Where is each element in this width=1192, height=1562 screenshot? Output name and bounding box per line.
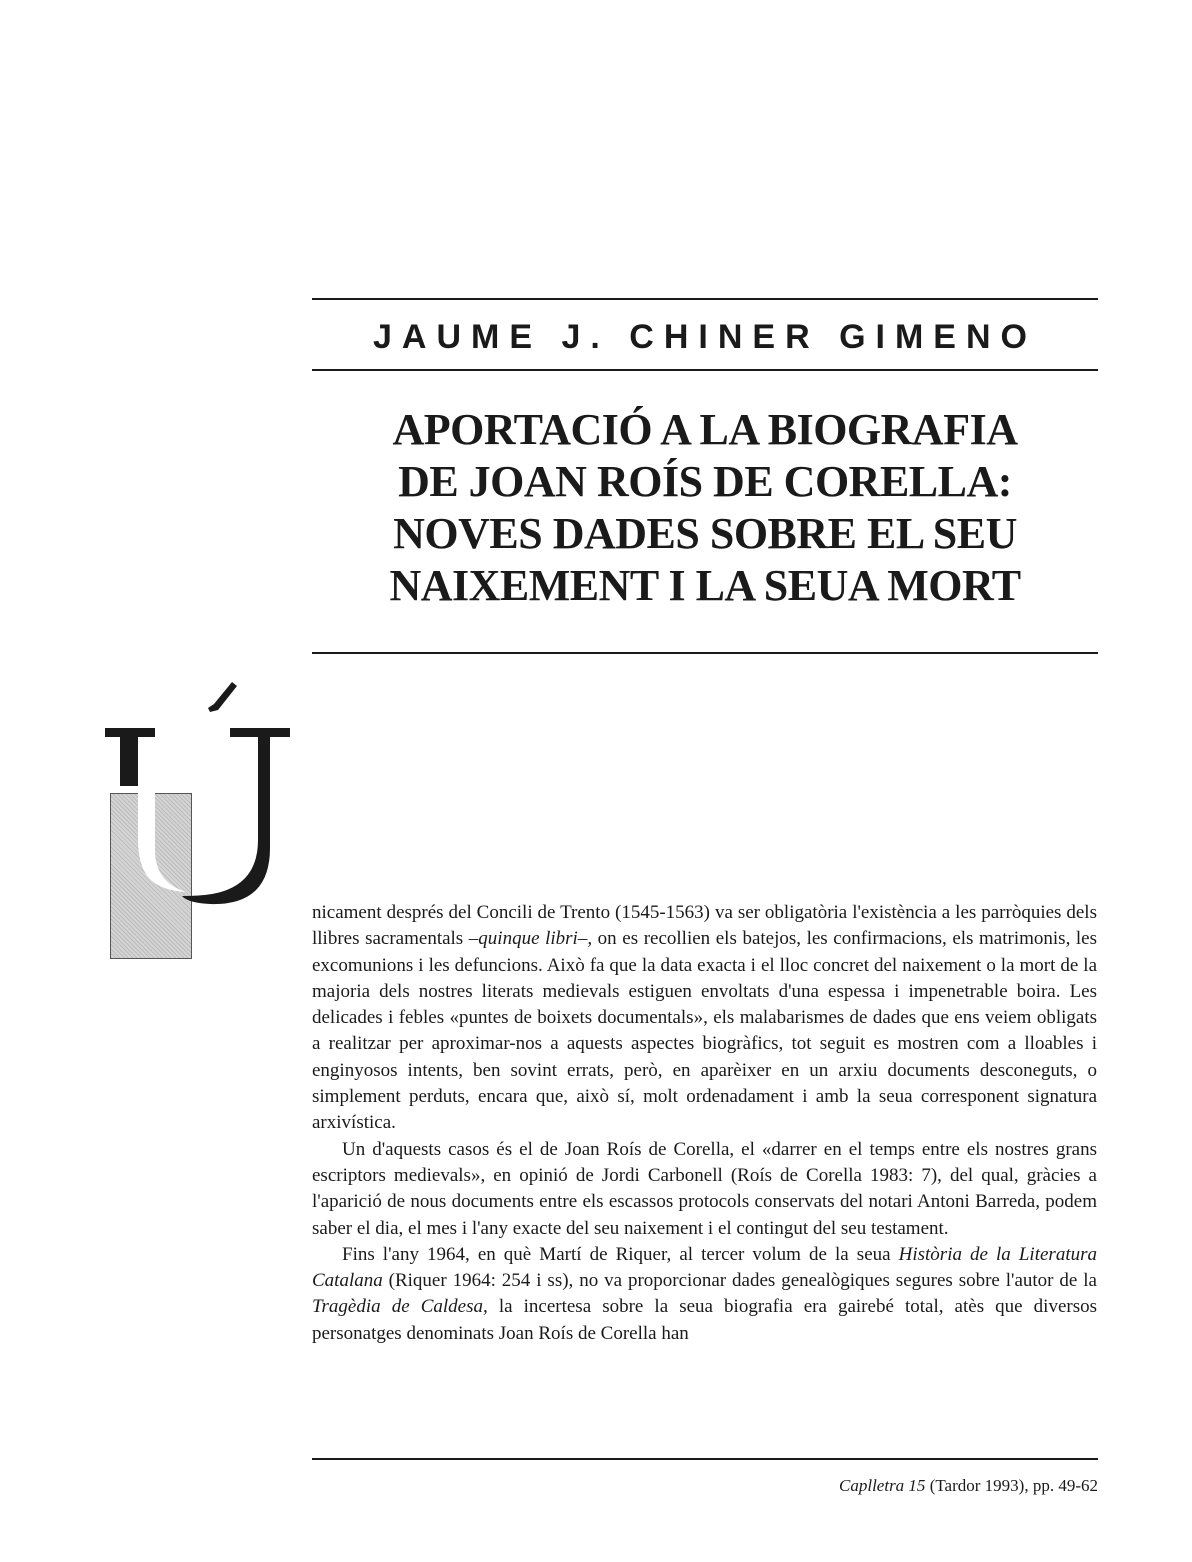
- italic-title: Tragèdia de Caldesa,: [312, 1296, 488, 1318]
- title-line: NOVES DADES SOBRE EL SEU: [393, 509, 1017, 558]
- title-line: DE JOAN ROÍS DE CORELLA:: [398, 457, 1012, 506]
- dropcap-left-stem: [105, 728, 155, 737]
- article-body: [312, 900, 1097, 1347]
- title-rule: [312, 652, 1098, 654]
- paragraph-text: on es recollien els batejos, les confirmacions, els matrimonis, les excomunions i les defuncions. Això fa que la data exacta i el lloc concret del naixement o la mort de la majoria dels nostres literats medievals estiguen envoltats d'una espessa i impenetrable boira. Les delicades i febles «puntes de boixets documentals», els malabarismes de dades que ens veiem obligats a realitzar per aproximar-nos a aquests aspectes biogràfics, tot seguit es mostren com a lloables i enginyosos intents, ben sovint errats, però, en aparèixer en un arxiu documents desconeguts, o simplement perduts, encara que, això sí, molt ordenadament i amb la seua corresponent signatura arxivística.: [312, 928, 1098, 1134]
- author-name: JAUME J. CHINER GIMENO: [373, 318, 1037, 356]
- paragraph-1: [312, 900, 1097, 1137]
- italic-term: –quinque libri–,: [468, 928, 593, 950]
- paragraph-text: la incertesa sobre la seua biografia era gairebé total, atès que diversos personatges denominats Joan Roís de Corella han: [312, 1296, 1097, 1344]
- dropcap-inner-curve: [138, 786, 186, 892]
- dropcap-right-serif: [230, 728, 290, 737]
- title-line: NAIXEMENT I LA SEUA MORT: [389, 561, 1021, 610]
- dropcap-right-curve: [182, 736, 270, 904]
- paragraph-text: Fins l'any 1964, en què Martí de Riquer, al tercer volum de la seua: [342, 1243, 899, 1265]
- dropcap-accent: [208, 682, 237, 712]
- italic-title: Història de la Literatura Catalana: [312, 1243, 1097, 1292]
- footer-rule: [312, 1458, 1098, 1460]
- title-line: APORTACIÓ A LA BIOGRAFIA: [392, 405, 1018, 454]
- author-rule: [312, 369, 1098, 371]
- article-title: [312, 404, 1098, 612]
- paragraph-3: [312, 1242, 1097, 1347]
- journal-name: Caplletra 15: [839, 1476, 926, 1495]
- page-footer: [312, 1476, 1098, 1496]
- paragraph-text: nicament després del Concili de Trento (1545-1563) va ser obligatòria l'existència a les parròquies dels llibres sacramentals: [312, 902, 1097, 950]
- paragraph-text: (Riquer 1964: 254 i ss), no va proporcionar dades genealògiques segures sobre l'autor de la: [382, 1270, 1097, 1292]
- dropcap-left-serif: [120, 736, 138, 786]
- paragraph-2: Un d'aquests casos és el de Joan Roís de Corella, el «darrer en el temps entre els nostres grans escriptors medievals», en opinió de Jordi Carbonell (Roís de Corella 1983: 7), del qual, gràcies a l'aparició de nous documents entre els escassos protocols conservats del notari Antoni Barreda, podem saber el dia, el mes i l'any exacte del seu naixement i el contingut del seu testament.: [312, 1138, 1097, 1239]
- dropcap-letter-graphic: [100, 670, 300, 930]
- issue-info: (Tardor 1993), pp. 49-62: [925, 1476, 1098, 1495]
- top-rule: [312, 298, 1098, 300]
